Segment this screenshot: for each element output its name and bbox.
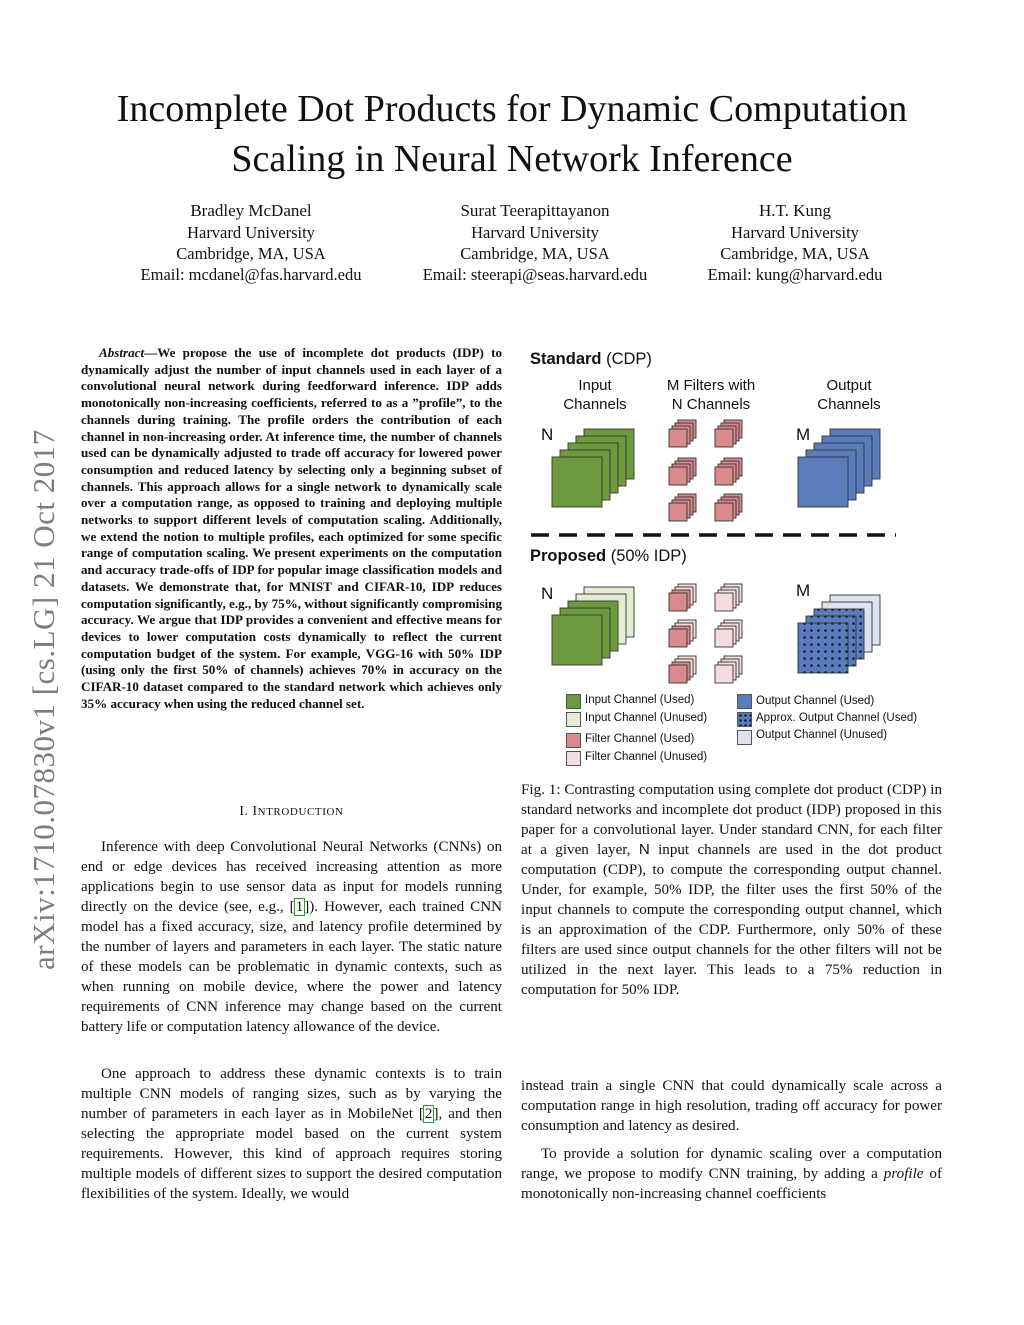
author-name: Surat Teerapittayanon [460,201,610,220]
author-location: Cambridge, MA, USA [720,244,870,263]
legend-label: Filter Channel (Unused) [585,751,708,763]
author-affiliation: Harvard University [471,223,599,242]
emphasis-profile: profile [883,1166,924,1182]
output-channel-used [798,457,848,507]
title-line-2: Scaling in Neural Network Inference [231,138,793,180]
intro-paragraph-2 [81,1064,502,1204]
caption-text: input channels are used in the dot product computation (CDP), to compute the corresponding output channel. Under, for example, 50% IDP, the filter uses the first 50% of the input channels to compute the corresponding output channel, which is an approximation of the CDP. Furthermore, only 50% of these filters are used since output channels for the other filters will not be utilized in the next layer. This leads to a 75% reduction in computation for 50% IDP. [521,842,942,998]
citation-link[interactable]: 1 [295,899,304,915]
n-label-proposed: N [541,584,554,603]
filter-channel-used [669,429,687,447]
filter-channel-used [669,503,687,521]
intro-paragraph-1 [81,837,502,1037]
filter-channel-unused [715,593,733,611]
label-line: Channels [563,396,627,413]
paragraph-text: ], and then selecting the appropriate model based on the current system requirements. However, this kind of approach requires storing multiple models of different sizes to support the desired computation flexibilities of the system. Ideally, we would [81,1106,502,1202]
label-line: Channels [817,396,881,413]
intro-paragraph-4 [521,1144,942,1204]
author-block-3 [645,200,945,285]
legend-swatch-filter-unused [566,751,581,766]
legend-label: Input Channel (Used) [585,694,695,706]
legend-swatch-approx-output [737,712,752,727]
legend-label: Approx. Output Channel (Used) [756,712,918,724]
section-title-first: I [252,803,258,818]
paragraph-text: One approach to address these dynamic contexts is to train multiple CNN models of ranging sizes, such as by varying the number of parameters in each layer as in MobileNet [ [81,1066,502,1122]
legend-label: Output Channel (Unused) [756,729,888,741]
title-line-1: Incomplete Dot Products for Dynamic Computation [116,88,908,130]
m-label-standard: M [796,425,811,444]
filter-channel-used [669,467,687,485]
author-affiliation: Harvard University [187,223,315,242]
label-line: Input [578,377,612,394]
filter-channel-used [669,629,687,647]
arxiv-stamp: arXiv:1710.07830v1 [cs.LG] 21 Oct 2017 [26,429,61,970]
author-name: H.T. Kung [759,201,831,220]
author-location: Cambridge, MA, USA [176,244,326,263]
legend-swatch-input-used [566,694,581,709]
paragraph-text: Inference with deep Convolutional Neural Networks (CNNs) on end or edge devices has received increasing attention as more applications begin to use sensor data as input for models running directly on the device (see, e.g., [ [81,839,502,915]
author-block-2 [385,200,685,285]
legend-swatch-output-used [737,694,752,709]
abstract-label: Abstract [99,345,145,360]
citation-link[interactable]: 2 [424,1106,433,1122]
label-line: N Channels [671,396,751,413]
caption-n-symbol: N [638,841,650,858]
figure-caption [521,780,942,1000]
filter-channel-used [715,503,733,521]
filter-channel-used [715,467,733,485]
standard-rest: (CDP) [601,350,652,368]
proposed-bold: Proposed [530,547,607,565]
proposed-rest: (50% IDP) [606,547,687,565]
legend-swatch-input-unused [566,712,581,727]
n-label-standard: N [541,425,554,444]
section-title-rest: NTRODUCTION [257,806,344,818]
author-affiliation: Harvard University [731,223,859,242]
paragraph-text: ]). However, each trained CNN model has a fixed accuracy, size, and latency profile determined by the number of layers and parameters in each layer. The static nature of these models can be problematic in dynamic contexts, such as when running on mobile device, where the power and latency requirements of CNN inference may change based on the current battery life or computation latency allowance of the device. [81,899,502,1035]
filter-channel-used [669,665,687,683]
filter-channel-unused [715,629,733,647]
section-heading-introduction [81,803,502,819]
author-email[interactable]: Email: kung@harvard.edu [707,265,883,284]
m-label-proposed: M [796,581,811,600]
input-channel-used [552,457,602,507]
author-email[interactable]: Email: steerapi@seas.harvard.edu [422,265,648,284]
legend-swatch-filter-used [566,733,581,748]
label-line: Output [826,377,872,394]
abstract [81,345,502,712]
author-email[interactable]: Email: mcdanel@fas.harvard.edu [140,265,362,284]
intro-paragraph-3: instead train a single CNN that could dynamically scale across a computation range in high resolution, trading off accuracy for power consumption and latency as desired. [521,1078,942,1134]
legend-swatch-output-unused [737,730,752,745]
author-location: Cambridge, MA, USA [460,244,610,263]
author-block-1 [101,200,401,285]
filter-channel-used [669,593,687,611]
caption-text: Fig. 1: Contrasting computation using complete dot product (CDP) in standard networks and incomplete dot product (IDP) proposed in this paper for a convolutional layer. Under standard CNN, for each filter at a given layer, [521,782,942,858]
legend-label: Filter Channel (Used) [585,733,695,745]
input-channel-stack [552,615,602,665]
paragraph-text: of monotonically non-increasing channel coefficients [521,1166,942,1202]
paragraph-text: To provide a solution for dynamic scaling over a computation range, we propose to modify CNN training, by adding a [521,1146,942,1182]
standard-bold: Standard [530,350,602,368]
figure-1 [521,340,951,770]
filter-channel-unused [715,665,733,683]
label-line: M Filters with [666,377,756,394]
abstract-text: —We propose the use of incomplete dot products (IDP) to dynamically adjust the number of input channels used in each layer of a convolutional neural network during feedforward inference. IDP adds monotonically non-increasing coefficients, referred to as a ”profile”, to the channels during training. The profile orders the contribution of each channel in non-increasing order. At inference time, the number of channels used can be dynamically adjusted to trade off accuracy for lowered power consumption and reduced latency by selecting only a beginning subset of channels. This approach allows for a single network to dynamically scale over a computation range, as opposed to training and deploying multiple networks to support different levels of computation scaling. Additionally, we extend the notion to multiple profiles, each optimized for some specific range of computation scaling. We present experiments on the computation and accuracy trade-offs of IDP for popular image classification models and datasets. We demonstrate that, for MNIST and CIFAR-10, IDP reduces computation significantly, e.g., by 75%, without significantly compromising accuracy. We argue that IDP provides a convenient and effective means for devices to lower computation costs dynamically to reflect the current computation budget of the system. For example, VGG-16 with 50% IDP (using only the first 50% of channels) achieves 70% in accuracy on the CIFAR-10 dataset compared to the standard network which achieves only 35% accuracy when using the reduced channel set. [81,345,502,711]
filter-channel-used [715,429,733,447]
approx-output-channel [798,623,848,673]
paper-title [60,84,964,184]
author-name: Bradley McDanel [190,201,312,220]
legend-label: Output Channel (Used) [756,695,875,707]
section-number: I. [239,803,249,818]
legend-label: Input Channel (Unused) [585,712,708,724]
